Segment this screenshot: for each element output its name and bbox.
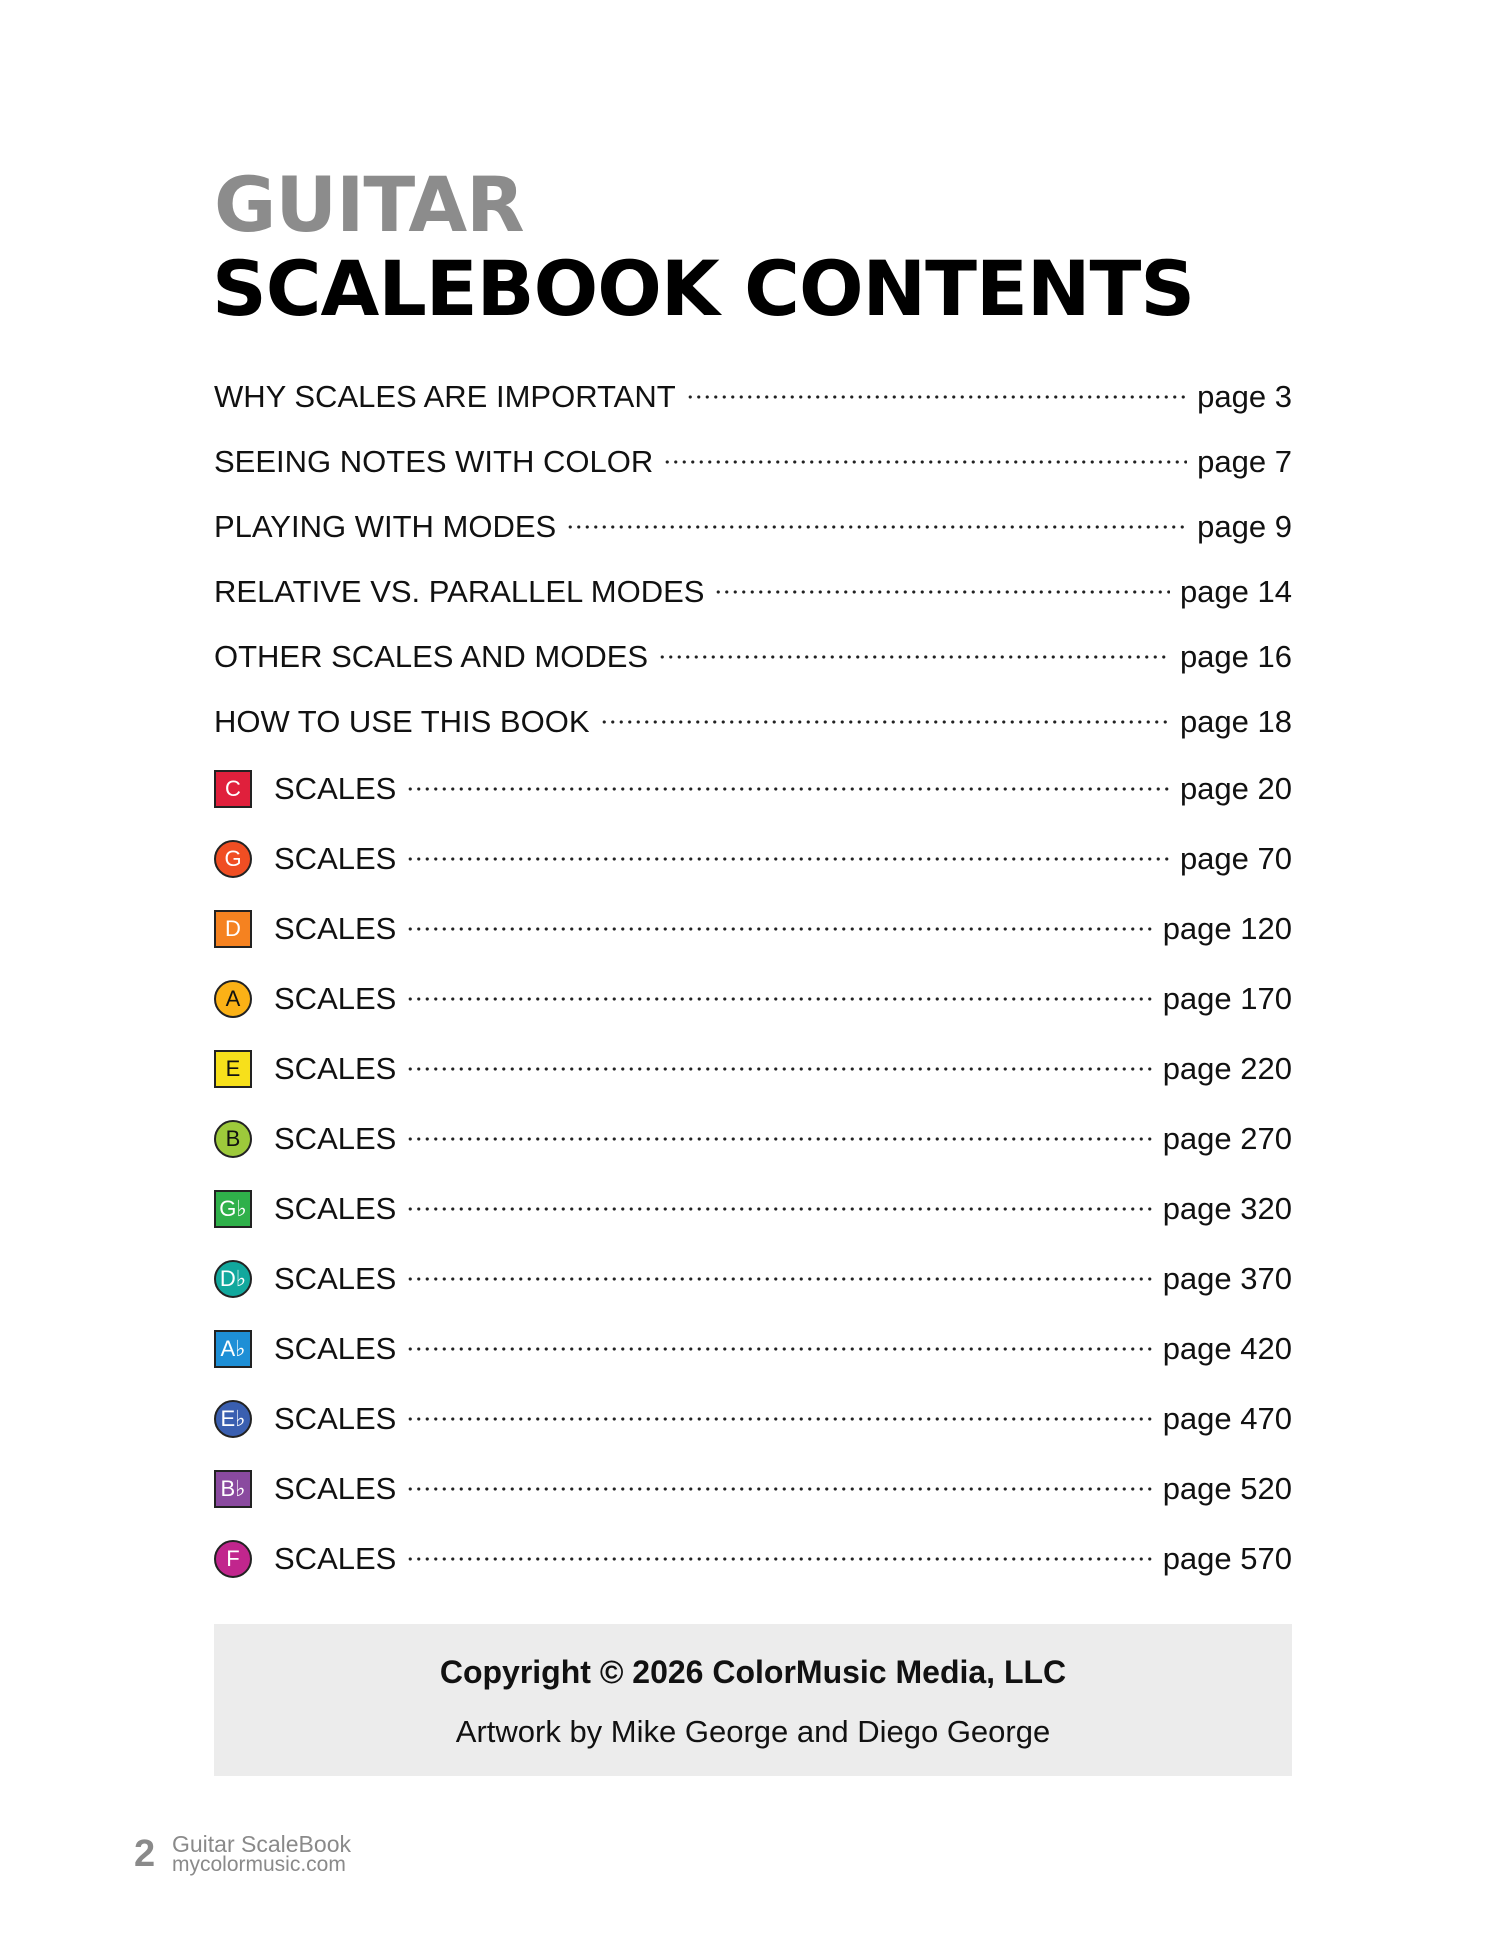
toc-label: HOW TO USE THIS BOOK: [214, 703, 590, 739]
key-g-badge: G: [214, 840, 252, 878]
toc-page: page 20: [1179, 771, 1292, 806]
toc-row-why-scales[interactable]: [214, 364, 1292, 429]
key-c-badge: C: [214, 770, 252, 808]
toc-label: PLAYING WITH MODES: [214, 508, 557, 544]
key-e-flat-badge: E♭: [214, 1400, 252, 1438]
dot-leader: [600, 709, 1170, 735]
toc-page: page 470: [1162, 1401, 1292, 1436]
table-of-contents: [214, 364, 1292, 1594]
dot-leader: [406, 1266, 1152, 1292]
toc-page: page 270: [1162, 1121, 1292, 1156]
toc-label: SCALES: [274, 1331, 397, 1366]
toc-row-key-b[interactable]: [214, 1104, 1292, 1174]
dot-leader: [658, 644, 1170, 670]
toc-label: SCALES: [274, 1541, 397, 1576]
key-a-flat-badge: A♭: [214, 1330, 252, 1368]
toc-label: SCALES: [274, 1401, 397, 1436]
toc-label: SCALES: [274, 1121, 397, 1156]
toc-row-key-b-flat[interactable]: [214, 1454, 1292, 1524]
toc-row-key-d[interactable]: [214, 894, 1292, 964]
dot-leader: [406, 1196, 1152, 1222]
title-guitar: GUITAR: [214, 160, 524, 249]
dot-leader: [406, 1406, 1152, 1432]
dot-leader: [566, 514, 1187, 540]
toc-page: page 3: [1197, 378, 1292, 414]
copyright-line: Copyright © 2026 ColorMusic Media, LLC: [439, 1654, 1067, 1690]
toc-page: page 570: [1162, 1541, 1292, 1576]
toc-page: page 320: [1162, 1191, 1292, 1226]
toc-row-seeing-notes[interactable]: [214, 429, 1292, 494]
key-a-badge: A: [214, 980, 252, 1018]
toc-page: page 220: [1162, 1051, 1292, 1086]
title-scalebook-contents: SCALEBOOK CONTENTS: [212, 244, 1195, 333]
toc-page: page 70: [1179, 841, 1292, 876]
key-b-flat-badge: B♭: [214, 1470, 252, 1508]
key-d-badge: D: [214, 910, 252, 948]
toc-page: page 14: [1179, 573, 1292, 609]
toc-row-key-e-flat[interactable]: [214, 1384, 1292, 1454]
key-g-flat-badge: G♭: [214, 1190, 252, 1228]
toc-page: page 170: [1162, 981, 1292, 1016]
toc-row-how-to-use[interactable]: [214, 689, 1292, 754]
toc-row-key-c[interactable]: [214, 754, 1292, 824]
toc-row-key-g-flat[interactable]: [214, 1174, 1292, 1244]
toc-label: SCALES: [274, 1261, 397, 1296]
toc-page: page 18: [1179, 703, 1292, 739]
toc-row-key-g[interactable]: [214, 824, 1292, 894]
dot-leader: [406, 1056, 1152, 1082]
toc-row-key-a-flat[interactable]: [214, 1314, 1292, 1384]
dot-leader: [406, 986, 1152, 1012]
dot-leader: [714, 579, 1170, 605]
key-b-badge: B: [214, 1120, 252, 1158]
toc-label: WHY SCALES ARE IMPORTANT: [214, 378, 676, 414]
toc-page: page 9: [1197, 508, 1292, 544]
toc-page: page 16: [1179, 638, 1292, 674]
footer-book-title: Guitar ScaleBook: [172, 1831, 351, 1857]
toc-row-key-f[interactable]: [214, 1524, 1292, 1594]
toc-label: SCALES: [274, 841, 397, 876]
copyright-box: [214, 1624, 1292, 1776]
toc-label: SCALES: [274, 771, 397, 806]
toc-label: RELATIVE VS. PARALLEL MODES: [214, 573, 705, 609]
toc-page: page 7: [1197, 443, 1292, 479]
toc-label: SCALES: [274, 1191, 397, 1226]
toc-row-other-scales[interactable]: [214, 624, 1292, 689]
toc-row-playing-modes[interactable]: [214, 494, 1292, 559]
toc-row-relative-parallel[interactable]: [214, 559, 1292, 624]
toc-label: SCALES: [274, 1051, 397, 1086]
dot-leader: [406, 1336, 1152, 1362]
toc-label: OTHER SCALES AND MODES: [214, 638, 649, 674]
dot-leader: [406, 776, 1170, 802]
dot-leader: [406, 1126, 1152, 1152]
dot-leader: [406, 1476, 1152, 1502]
toc-label: SEEING NOTES WITH COLOR: [214, 443, 654, 479]
toc-label: SCALES: [274, 911, 397, 946]
key-e-badge: E: [214, 1050, 252, 1088]
artwork-credit: Artwork by Mike George and Diego George: [455, 1714, 1051, 1749]
toc-page: page 520: [1162, 1471, 1292, 1506]
toc-page: page 120: [1162, 911, 1292, 946]
toc-label: SCALES: [274, 981, 397, 1016]
toc-page: page 420: [1162, 1331, 1292, 1366]
toc-row-key-a[interactable]: [214, 964, 1292, 1034]
page-number: 2: [134, 1833, 156, 1875]
footer-website[interactable]: mycolormusic.com: [172, 1853, 346, 1876]
toc-row-key-d-flat[interactable]: [214, 1244, 1292, 1314]
toc-label: SCALES: [274, 1471, 397, 1506]
dot-leader: [663, 449, 1187, 475]
key-f-badge: F: [214, 1540, 252, 1578]
dot-leader: [406, 1546, 1152, 1572]
toc-row-key-e[interactable]: [214, 1034, 1292, 1104]
dot-leader: [406, 846, 1170, 872]
dot-leader: [406, 916, 1152, 942]
key-d-flat-badge: D♭: [214, 1260, 252, 1298]
toc-page: page 370: [1162, 1261, 1292, 1296]
dot-leader: [686, 384, 1188, 410]
